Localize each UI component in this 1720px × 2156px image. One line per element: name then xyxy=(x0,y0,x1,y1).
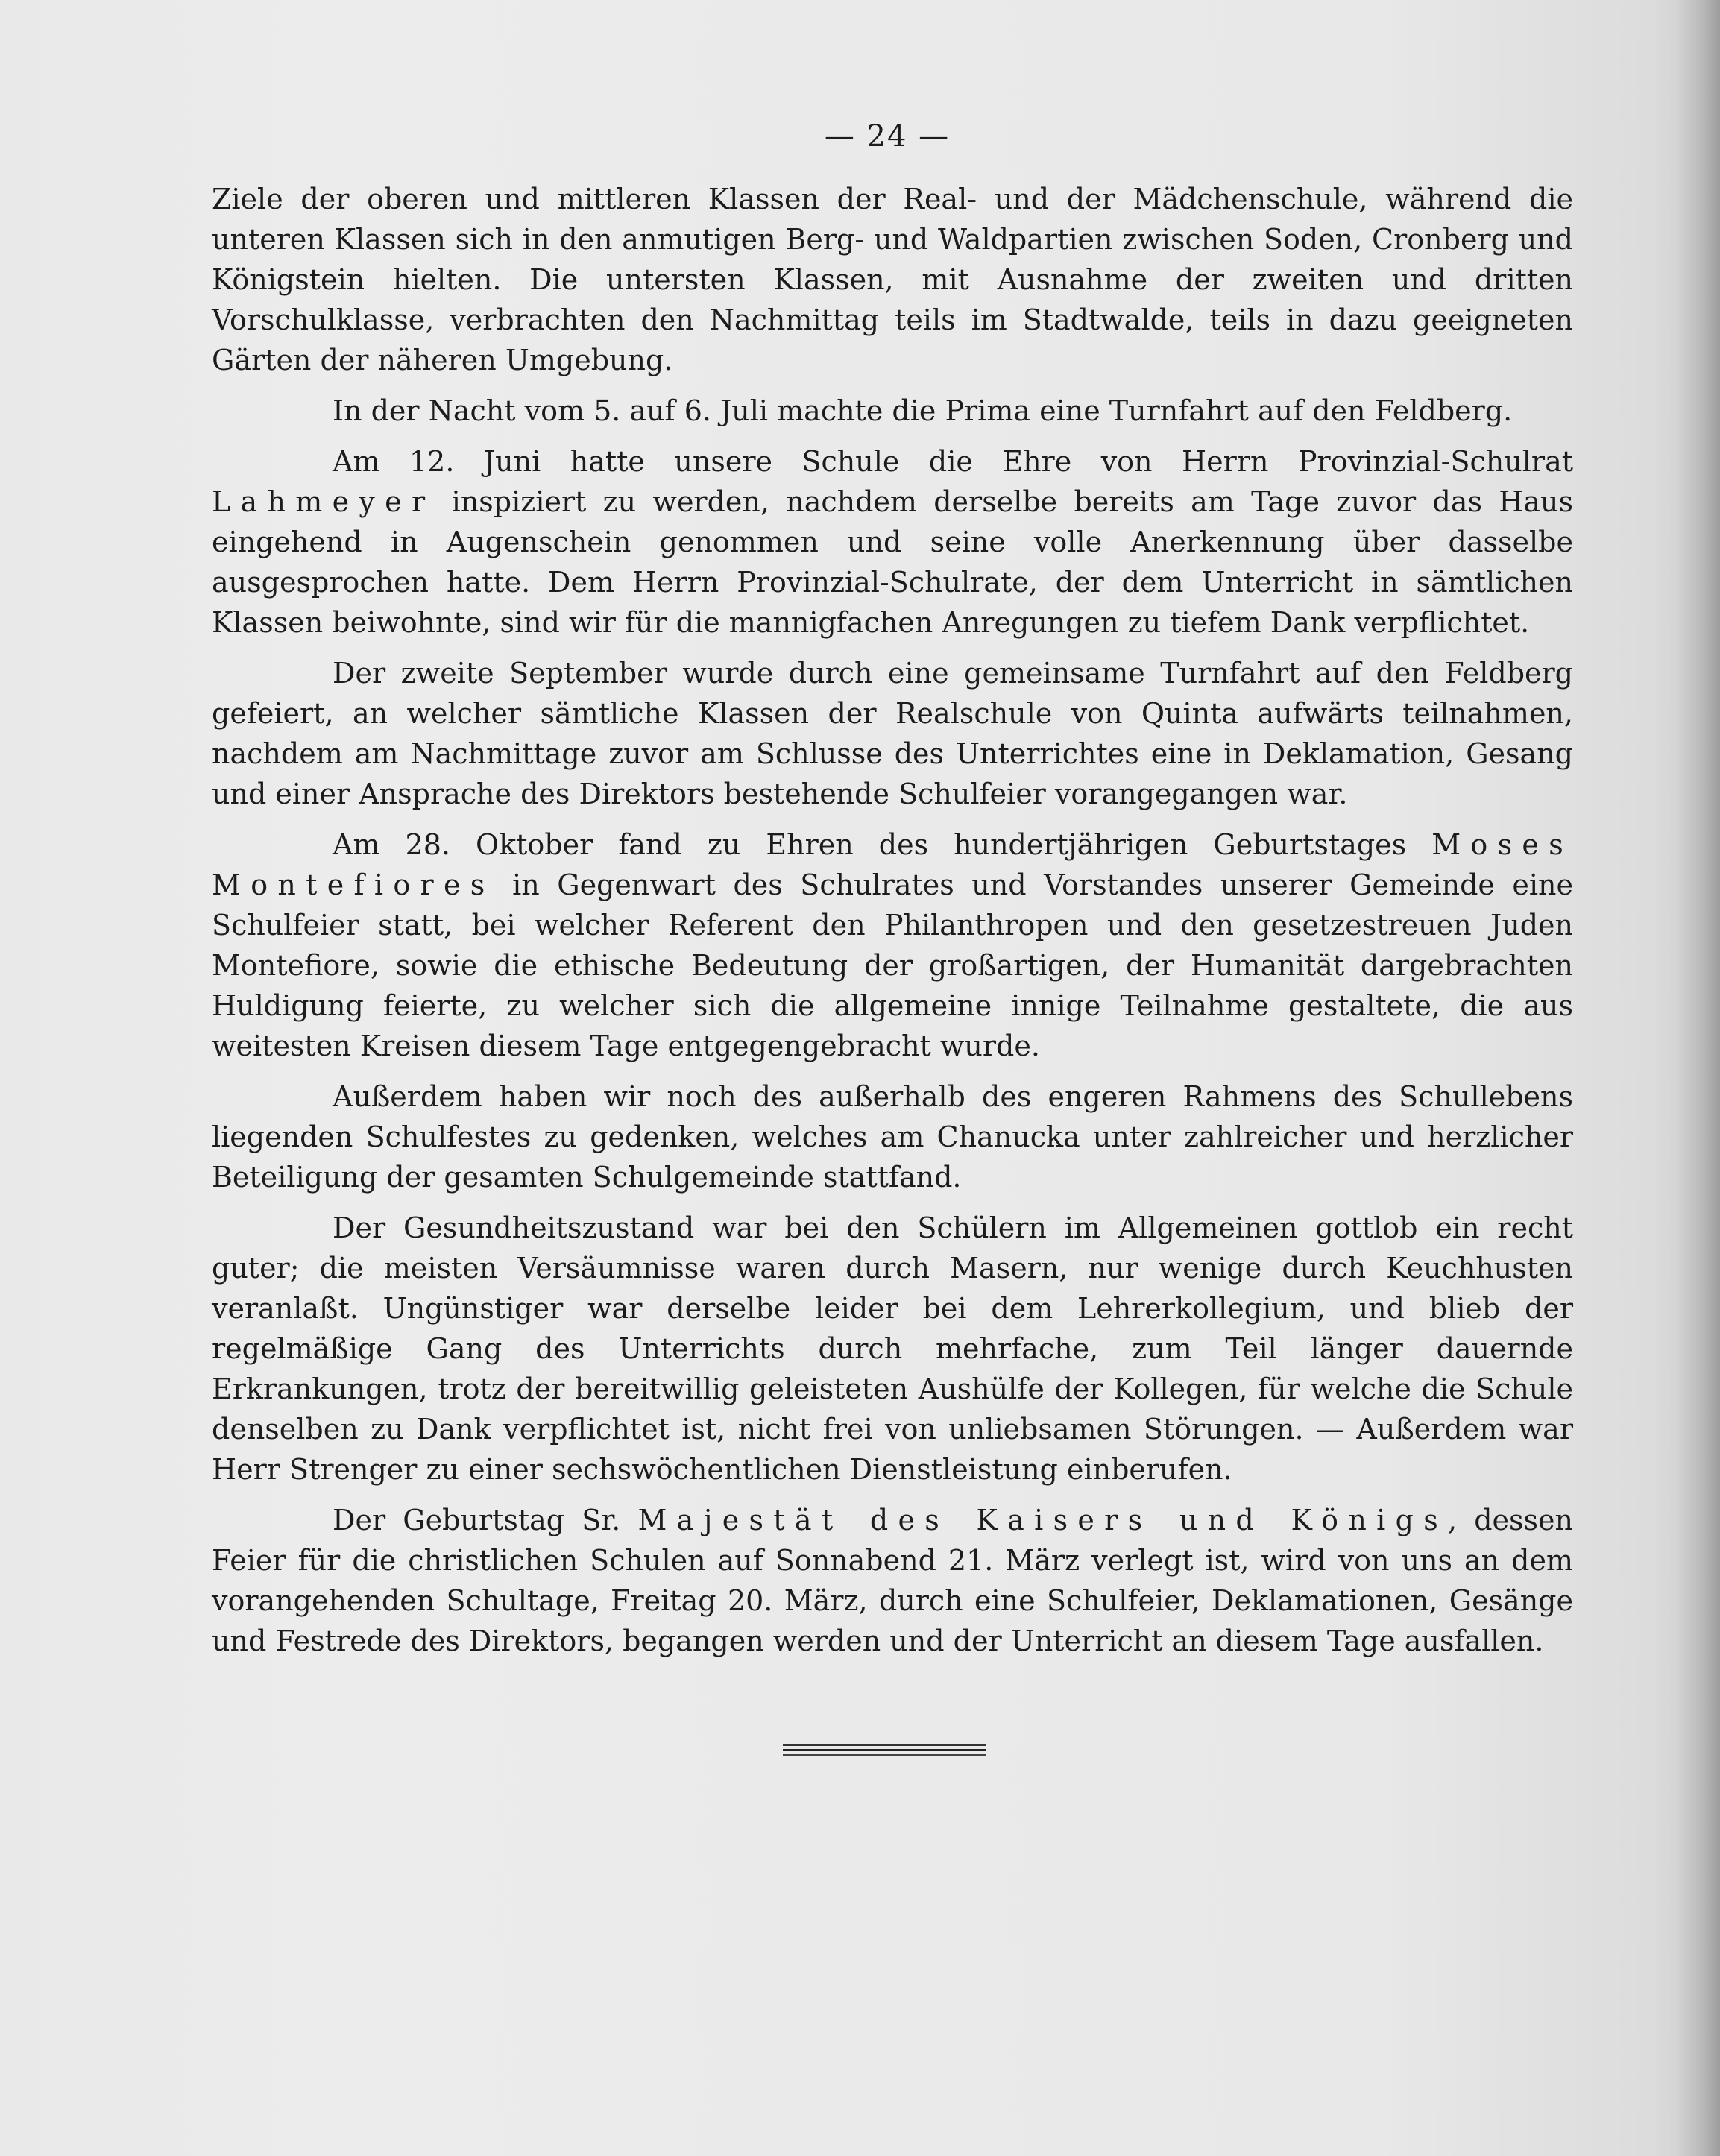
paragraph: Der zweite September wurde durch eine gemeinsame Turnfahrt auf den Feldberg gefeiert, an welcher sämtliche Klassen der Realschule von Quinta aufwärts teilnahmen, nachdem am Nachmittage zuvor am Schlusse des Unterrichtes eine in Deklamation, Gesang und einer Ansprache des Direktors bestehende Schulfeier vorangegangen war. xyxy=(212,657,1573,810)
paragraph-text: Am 28. Oktober fand zu Ehren des hundertjährigen Geburtstages xyxy=(333,828,1432,861)
paragraph-text: in Gegenwart des Schulrates und Vorstandes unserer Gemeinde eine Schulfeier statt, bei welcher Referent den Philanthropen und den gesetzestreuen Juden Montefiore, sowie die ethische Bedeutung der großartigen, der Humanität dargebrachten Huldigung feierte, zu welcher sich die allgemeine innige Teilnahme gestaltete, die aus weitesten Kreisen diesem Tage entgegengebracht wurde. xyxy=(212,869,1573,1062)
paragraph-text: Am 12. Juni hatte unsere Schule die Ehre von Herrn Provinzial-Schulrat xyxy=(333,445,1573,478)
paragraph-text: inspiziert zu werden, nachdem derselbe bereits am Tage zuvor das Haus eingehend in Augenschein genommen und seine volle Anerkennung über dasselbe ausgesprochen hatte. Dem Herrn Provinzial-Schulrate, der dem Unterricht in sämtlichen Klassen beiwohnte, sind wir für die mannigfachen Anregungen zu tiefem Dank verpflichtet. xyxy=(212,485,1573,639)
paragraph: In der Nacht vom 5. auf 6. Juli machte die Prima eine Turnfahrt auf den Feldberg. xyxy=(333,394,1513,427)
paragraph: Der Gesundheitszustand war bei den Schülern im Allgemeinen gottlob ein recht guter; die meisten Versäumnisse waren durch Masern, nur wenige durch Keuchhusten veranlaßt. Ungünstiger war derselbe leider bei dem Lehrerkollegium, und blieb der regelmäßige Gang des Unterrichts durch mehrfache, zum Teil länger dauernde Erkrankungen, trotz der bereitwillig geleisteten Aushülfe der Kollegen, für welche die Schule denselben zu Dank verpflichtet ist, nicht frei von unliebsamen Störungen. — Außerdem war Herr Strenger zu einer sechswöchentlichen Dienstleistung einberufen. xyxy=(212,1211,1573,1486)
paragraph: Außerdem haben wir noch des außerhalb des engeren Rahmens des Schullebens liegenden Schulfestes zu gedenken, welches am Chanucka unter zahlreicher und herzlicher Beteiligung der gesamten Schulgemeinde stattfand. xyxy=(212,1080,1573,1194)
page-number: — 24 — xyxy=(824,119,951,154)
body-text xyxy=(212,179,1573,1671)
spaced-name: Moses Montefiores xyxy=(212,828,1573,901)
paragraph xyxy=(212,441,1573,643)
paragraph-text: , dessen Feier für die christlichen Schulen auf Sonnabend 21. März verlegt ist, wird von uns an dem vorangehenden Schultage, Freitag 20. März, durch eine Schulfeier, Deklamationen, Gesänge und Festrede des Direktors, begangen werden und der Unterricht an diesem Tage ausfallen. xyxy=(212,1504,1573,1657)
paragraph-text: Der Geburtstag Sr. xyxy=(333,1504,638,1536)
paragraph xyxy=(212,1500,1573,1661)
spaced-name: Majestät des Kaisers und Königs xyxy=(637,1504,1448,1536)
closing-rule xyxy=(783,1744,986,1756)
paragraph: Ziele der oberen und mittleren Klassen der Real- und der Mädchenschule, während die unteren Klassen sich in den anmutigen Berg- und Waldpartien zwischen Soden, Cronberg und Königstein hielten. Die untersten Klassen, mit Ausnahme der zweiten und dritten Vorschulklasse, verbrachten den Nachmittag teils im Stadtwalde, teils in dazu geeigneten Gärten der näheren Umgebung. xyxy=(212,183,1573,376)
paragraph xyxy=(212,825,1573,1066)
spaced-name: Lahmeyer xyxy=(212,485,435,518)
page-edge-shadow xyxy=(1675,0,1720,2156)
